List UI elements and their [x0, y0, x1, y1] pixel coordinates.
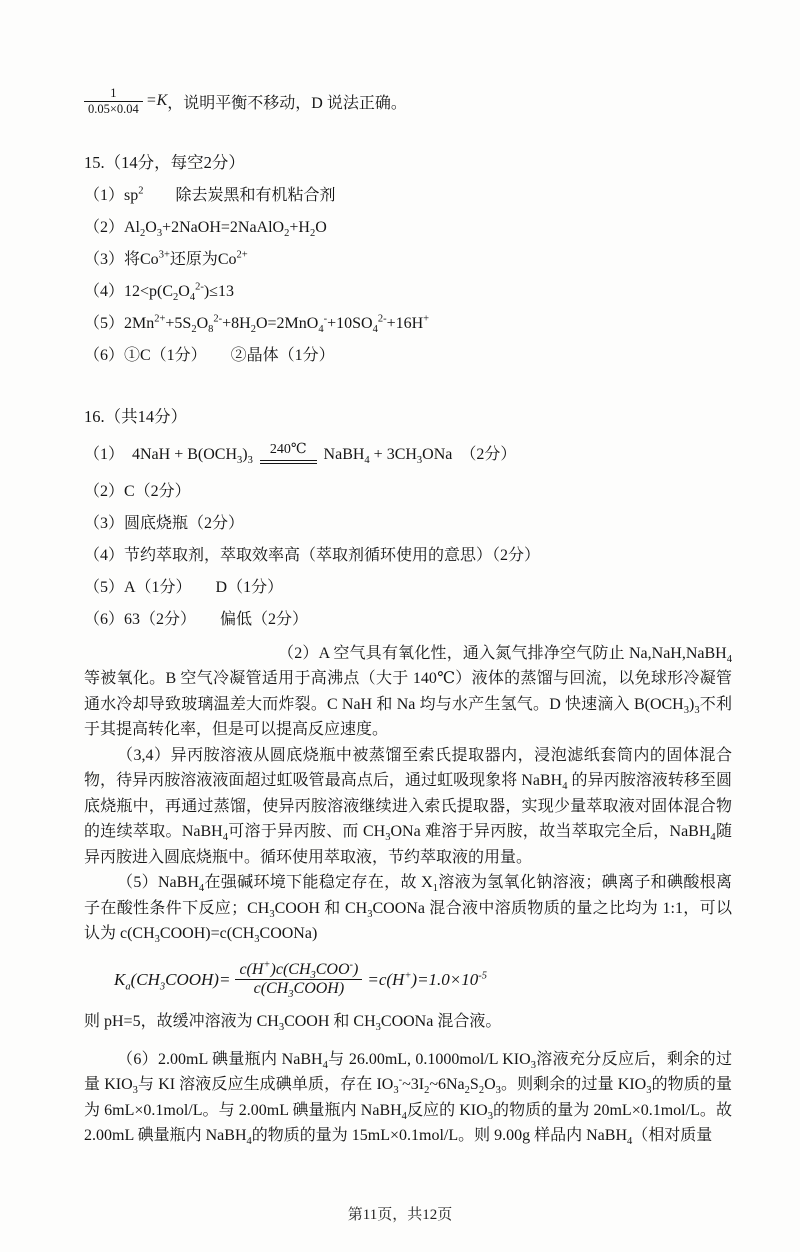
- equation-left: （1） $4NaH + B(OCH_3)_3$: [84, 445, 253, 466]
- ka-fraction: [235, 961, 362, 1000]
- fraction-denominator: 0.05×0.04: [88, 101, 139, 116]
- q15-answer-4: $(4)12<p(C_2O_4^{2-})\le 13$: [84, 281, 234, 303]
- equals-k-symbol: =K: [145, 92, 168, 110]
- q15-answer-5: $(5)2Mn^{2+}+5S_2O_8^{2-}+8H_2O=2MnO_4^-+10SO_4^{2-}+16H^+$: [84, 313, 430, 335]
- question-16-title: 16.（共14分）: [84, 406, 188, 426]
- question-15-title: 15.（14分，每空2分）: [84, 152, 245, 172]
- ka-right: $=c(H^+)=1.0\times 10^{-5}$: [367, 969, 488, 989]
- q15-answer-3: （3）将$Co^{3+}$还原为$Co^{2+}$: [84, 249, 248, 268]
- q16-answer-3: （3）圆底烧瓶（2分）: [84, 514, 245, 532]
- explanation-paragraph-5: （5）NaBH$_4$在强碱环境下能稳定存在，故 $X_1$溶液为氢氧化钠溶液；碘离子和碘酸根离子在酸性条件下反应；$CH_3COOH$ 和 $CH_3COONa$ 混合液中溶质物质的量之比均为 1:1，可以认为 $c(CH_3COOH)=c(CH_3COONa)$: [84, 874, 732, 946]
- q16-answer-4: （4）节约萃取剂，萃取效率高（萃取剂循环使用的意思）（2分）: [84, 546, 541, 564]
- equilibrium-fraction: [84, 86, 143, 117]
- section-gap: [84, 377, 732, 403]
- q15-answer-1: $(1)sp^2$ 除去炭黑和有机粘合剂: [84, 185, 336, 204]
- fraction-numerator: 1: [84, 86, 143, 102]
- q16-answer-1-equation: [84, 439, 732, 465]
- explanation-paragraph-2: （2）A 空气具有氧化性，通入氮气排净空气防止 Na,NaH,NaBH$_4$ 等被氧化。B 空气冷凝管适用于高沸点（大于 140℃）液体的蒸馏与回流，以免球形冷凝管通水冷却导致玻璃温差大而炸裂。C NaH 和 Na 均与水产生氢气。D 快速滴入 $B(OCH_3)_3$不利于其提高转化率，但是可以提高反应速度。: [84, 644, 732, 738]
- equation-right: NaBH$_4$ + $3CH_3ONa$ （2分）: [323, 445, 517, 466]
- equilibrium-conclusion-line: [84, 86, 732, 117]
- q16-answer-6: （6）63（2分） 偏低（2分）: [84, 610, 309, 628]
- q15-answer-6: （6）①C（1分） ②晶体（1分）: [84, 346, 335, 364]
- reaction-condition: 240℃: [260, 439, 317, 464]
- ka-equation: [114, 961, 732, 1000]
- page-footer: 第11页，共12页: [347, 1207, 453, 1223]
- ka-denominator: $c(CH_3COOH)$: [253, 980, 345, 1001]
- ka-numerator: $c(H^+)c(CH_3COO^-)$: [235, 961, 362, 981]
- q16-answer-2: （2）C（2分）: [84, 482, 191, 500]
- q16-answer-5: （5）A（1分） D（1分）: [84, 578, 284, 596]
- ka-left: $K_a(CH_3COOH)=$: [114, 969, 231, 993]
- document-content: [84, 86, 732, 1149]
- explanation-paragraph-6: （6）2.00mL 碘量瓶内 NaBH$_4$与 26.00mL, 0.1000mol/L $KIO_3$溶液充分反应后，剩余的过量 $KIO_3$与 KI 溶液反应生成碘单质，存在 $IO_3^-\sim 3I_2\sim 6Na_2S_2O_3$。则剩余的过量 $KIO_3$的物质的量为 6mL×0.1mol/L。与 2.00mL 碘量瓶内 NaBH$_4$反应的 $KIO_3$的物质的量为 20mL×0.1mol/L。故 2.00mL 碘量瓶内 NaBH$_4$的物质的量为 15mL×0.1mol/L。则 9.00g 样品内 NaBH$_4$（相对质量: [84, 1050, 732, 1148]
- explanation-paragraph-3-4: （3,4）异丙胺溶液从圆底烧瓶中被蒸馏至索氏提取器内，浸泡滤纸套筒内的固体混合物，待异丙胺溶液液面超过虹吸管最高点后，通过虹吸现象将 NaBH$_4$ 的异丙胺溶液转移至圆底烧瓶中，再通过蒸馏，使异丙胺溶液继续进入索氏提取器，实现少量萃取液对固体混合物的连续萃取。NaBH$_4$可溶于异丙胺、而 $CH_3ONa$ 难溶于异丙胺，故当萃取完全后，NaBH$_4$随异丙胺进入圆底烧瓶中。循环使用萃取液，节约萃取液的用量。: [84, 746, 732, 866]
- buffer-conclusion: 则 pH=5，故缓冲溶液为 $CH_3COOH$ 和 $CH_3COONa$ 混合液。: [84, 1013, 502, 1034]
- conclusion-text: ，说明平衡不移动，D 说法正确。: [167, 94, 407, 112]
- q15-answer-2: $(2)Al_2O_3+2NaOH=2NaAlO_2+H_2O$: [84, 218, 327, 239]
